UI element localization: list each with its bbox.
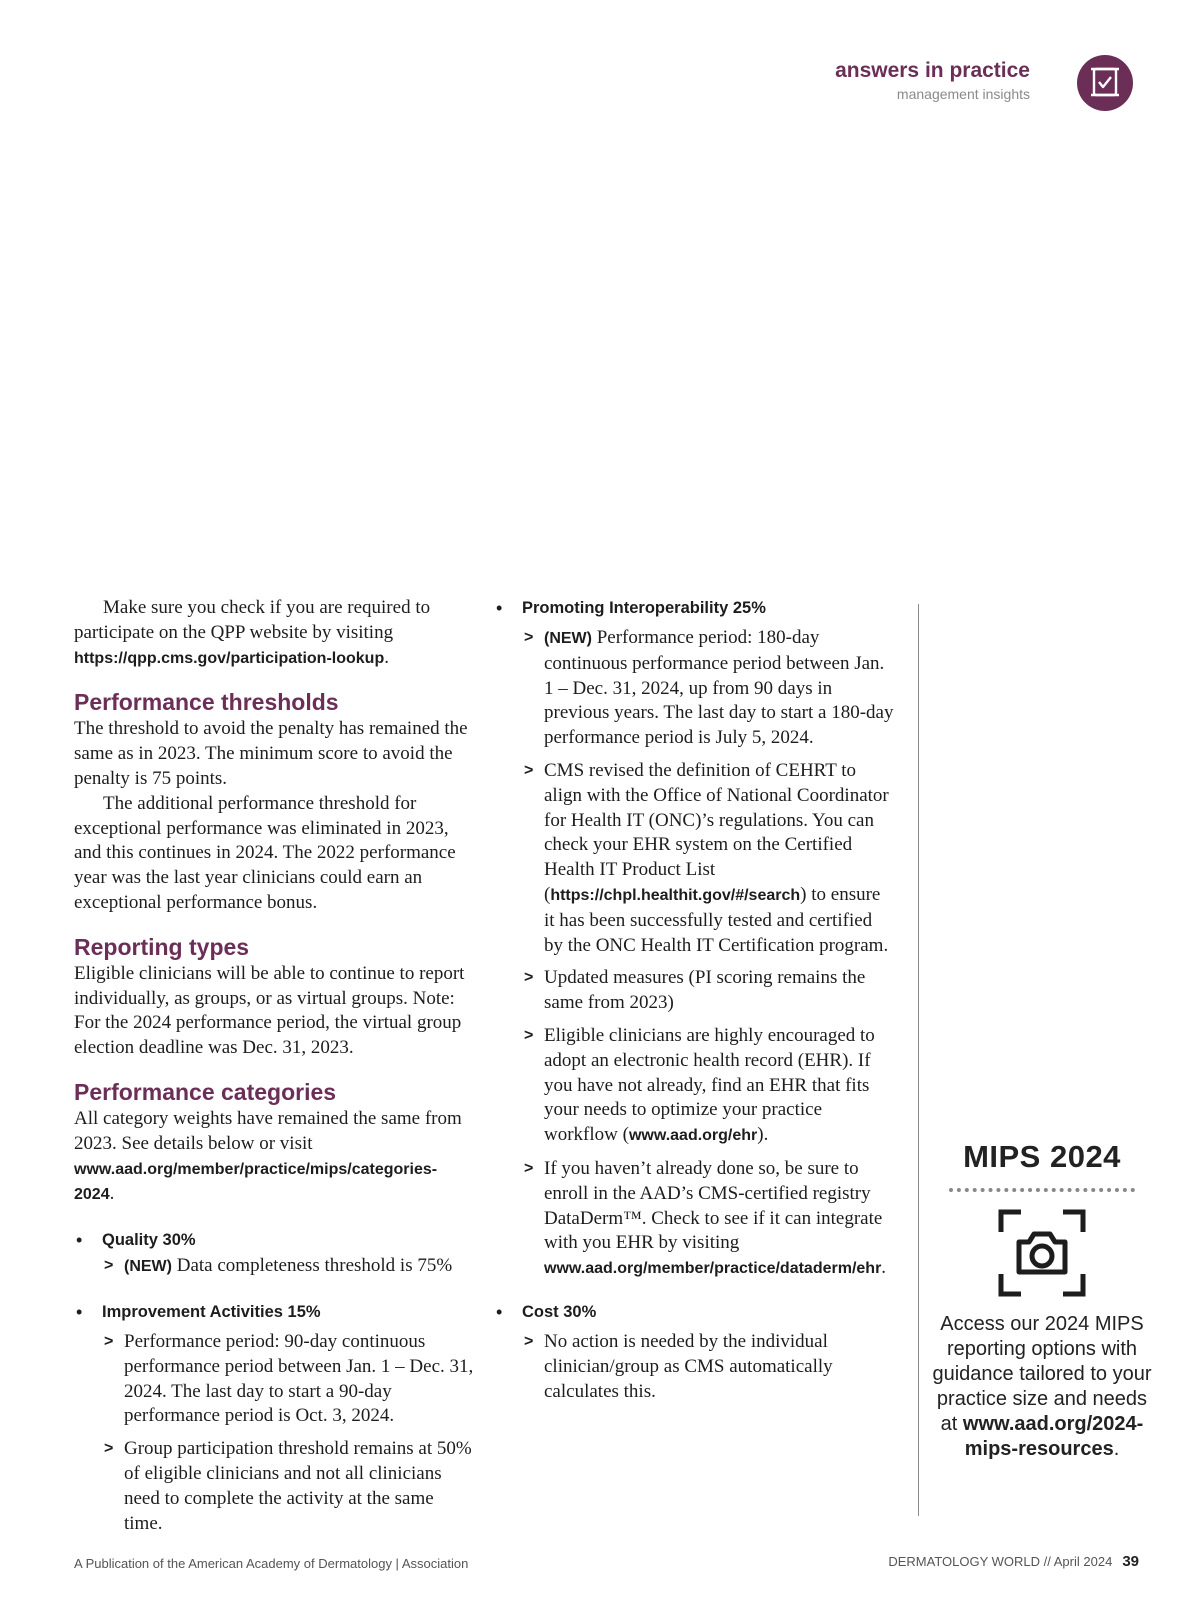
dotted-divider	[949, 1188, 1135, 1192]
footer-publication: A Publication of the American Academy of Dermatology | Association	[74, 1556, 469, 1571]
interop-item-5-text: If you haven’t already done so, be sure to enroll in the AAD’s CMS-certified registry DataDerm™. Check to see if it can integrate with you EHR by visiting	[544, 1157, 883, 1254]
interop-item-1: Performance period: 180-day continuous performance period between Jan. 1 – Dec. 31, 2024, up from 90 days in previous years. The last day to start a 180-day performance period is July 5, 2024.	[544, 627, 894, 749]
chevron-right-icon: >	[104, 1257, 114, 1275]
intro-paragraph: Make sure you check if you are required to participate on the QPP website by visiting https://qpp.cms.gov/participation-lookup.	[74, 597, 431, 668]
mips-resources-link[interactable]: www.aad.org/2024-mips-resources	[962, 1413, 1144, 1460]
cost-label: Cost 30%	[522, 1302, 597, 1321]
new-tag: (NEW)	[124, 1258, 172, 1276]
categories-text: All category weights have remained the same from 2023. See details below or visit	[74, 1107, 462, 1154]
interop-item-4-text: Eligible clinicians are highly encouraged to adopt an electronic health record (EHR). If you have not already, find an EHR that fits your needs to optimize your practice workflow (	[544, 1024, 875, 1146]
bullet-icon: •	[496, 1301, 503, 1322]
new-tag: (NEW)	[544, 630, 592, 647]
sub-item	[522, 1024, 894, 1149]
footer-issue	[888, 1553, 1139, 1570]
chpl-link[interactable]: https://chpl.healthit.gov/#/search	[550, 886, 801, 904]
sub-item	[522, 1330, 894, 1404]
sub-item	[102, 1437, 474, 1536]
interop-item-5-end: .	[881, 1257, 887, 1279]
chevron-right-icon: >	[524, 1332, 534, 1350]
mips-sidebar	[928, 1138, 1156, 1462]
interop-item-2-text: CMS revised the definition of CEHRT to align with the Office of National Coordinator for Health IT (ONC)’s regulations. You can check your EHR system on the Certified Health IT Product List (	[544, 759, 889, 905]
thresholds-heading: Performance thresholds	[74, 689, 339, 716]
categories-link[interactable]: www.aad.org/member/practice/mips/categories-2024	[74, 1160, 438, 1204]
sub-item	[522, 966, 894, 1016]
section-title: answers in practice	[835, 59, 1030, 82]
quality-label: Quality 30%	[102, 1231, 196, 1250]
cost-item-1: No action is needed by the individual clinician/group as CMS automatically calculates this.	[544, 1330, 833, 1402]
sidebar-body: Access our 2024 MIPS reporting options with guidance tailored to your practice size and needs at	[932, 1313, 1152, 1435]
reporting-paragraph: Eligible clinicians will be able to continue to report individually, as groups, or as virtual groups. Note: For the 2024 performance period, the virtual group election deadline was Dec. 31, 2023.	[74, 962, 465, 1059]
bullet-icon: •	[76, 1230, 83, 1251]
checklist-icon	[1077, 55, 1133, 111]
sub-item	[102, 1254, 474, 1280]
left-column	[74, 596, 474, 1536]
sidebar-title: MIPS 2024	[963, 1139, 1121, 1174]
sub-item	[522, 759, 894, 958]
interop-label: Promoting Interoperability 25%	[522, 599, 766, 617]
bullet-icon: •	[496, 598, 503, 618]
footer-magazine: DERMATOLOGY WORLD // April 2024	[888, 1554, 1113, 1569]
intro-text: Make sure you check if you are required to participate on the QPP website by visiting	[74, 597, 431, 643]
bullet-improvement	[74, 1300, 474, 1536]
categories-heading: Performance categories	[74, 1078, 337, 1105]
page-number: 39	[1122, 1553, 1139, 1570]
reporting-heading: Reporting types	[74, 933, 250, 960]
sub-item	[522, 1157, 894, 1282]
chevron-right-icon: >	[104, 1332, 114, 1350]
thresholds-paragraph-2: The additional performance threshold for exceptional performance was eliminated in 2023, and this continues in 2024. The 2022 performance year was the last year clinicians could earn an exceptional performance bonus.	[74, 792, 456, 913]
chevron-right-icon: >	[524, 969, 534, 987]
sidebar-text	[928, 1312, 1156, 1462]
improvement-label: Improvement Activities 15%	[102, 1302, 321, 1321]
column-divider	[918, 604, 919, 1516]
middle-column	[494, 596, 894, 1404]
bullet-icon: •	[76, 1301, 83, 1322]
chevron-right-icon: >	[524, 1026, 534, 1044]
thresholds-paragraph-1: The threshold to avoid the penalty has remained the same as in 2023. The minimum score to avoid the penalty is 75 points.	[74, 718, 468, 789]
section-subtitle: management insights	[896, 86, 1030, 102]
bullet-quality	[74, 1228, 474, 1280]
participation-lookup-link[interactable]: https://qpp.cms.gov/participation-lookup	[74, 649, 385, 667]
bullet-interop	[494, 596, 894, 1282]
chevron-right-icon: >	[524, 629, 534, 646]
sub-item	[102, 1330, 474, 1429]
interop-item-2-end: ) to ensure it has been successfully tested and certified by the ONC Health IT Certification program.	[544, 883, 889, 956]
section-header	[835, 58, 1030, 104]
chevron-right-icon: >	[524, 1159, 534, 1177]
chevron-right-icon: >	[524, 761, 534, 779]
interop-item-4-end: ).	[757, 1124, 769, 1146]
bullet-cost	[494, 1300, 894, 1404]
dataderm-link[interactable]: www.aad.org/member/practice/dataderm/ehr	[544, 1260, 882, 1278]
chevron-right-icon: >	[104, 1440, 114, 1458]
quality-item-1: Data completeness threshold is 75%	[176, 1255, 453, 1277]
improvement-item-1: Performance period: 90-day continuous performance period between Jan. 1 – Dec. 31, 2024. The last day to start a 90-day performance period is Oct. 3, 2024.	[124, 1330, 474, 1427]
camera-scan-icon	[997, 1208, 1087, 1298]
sidebar-text-end: .	[1113, 1438, 1120, 1460]
ehr-link[interactable]: www.aad.org/ehr	[628, 1127, 758, 1145]
interop-item-3: Updated measures (PI scoring remains the same from 2023)	[544, 967, 866, 1014]
sub-item	[522, 626, 894, 751]
improvement-item-2: Group participation threshold remains at 50% of eligible clinicians and not all clinicians need to complete the activity at the same time.	[124, 1438, 472, 1534]
categories-paragraph: All category weights have remained the same from 2023. See details below or visit www.aad.org/member/practice/mips/categories-2024.	[74, 1107, 462, 1205]
